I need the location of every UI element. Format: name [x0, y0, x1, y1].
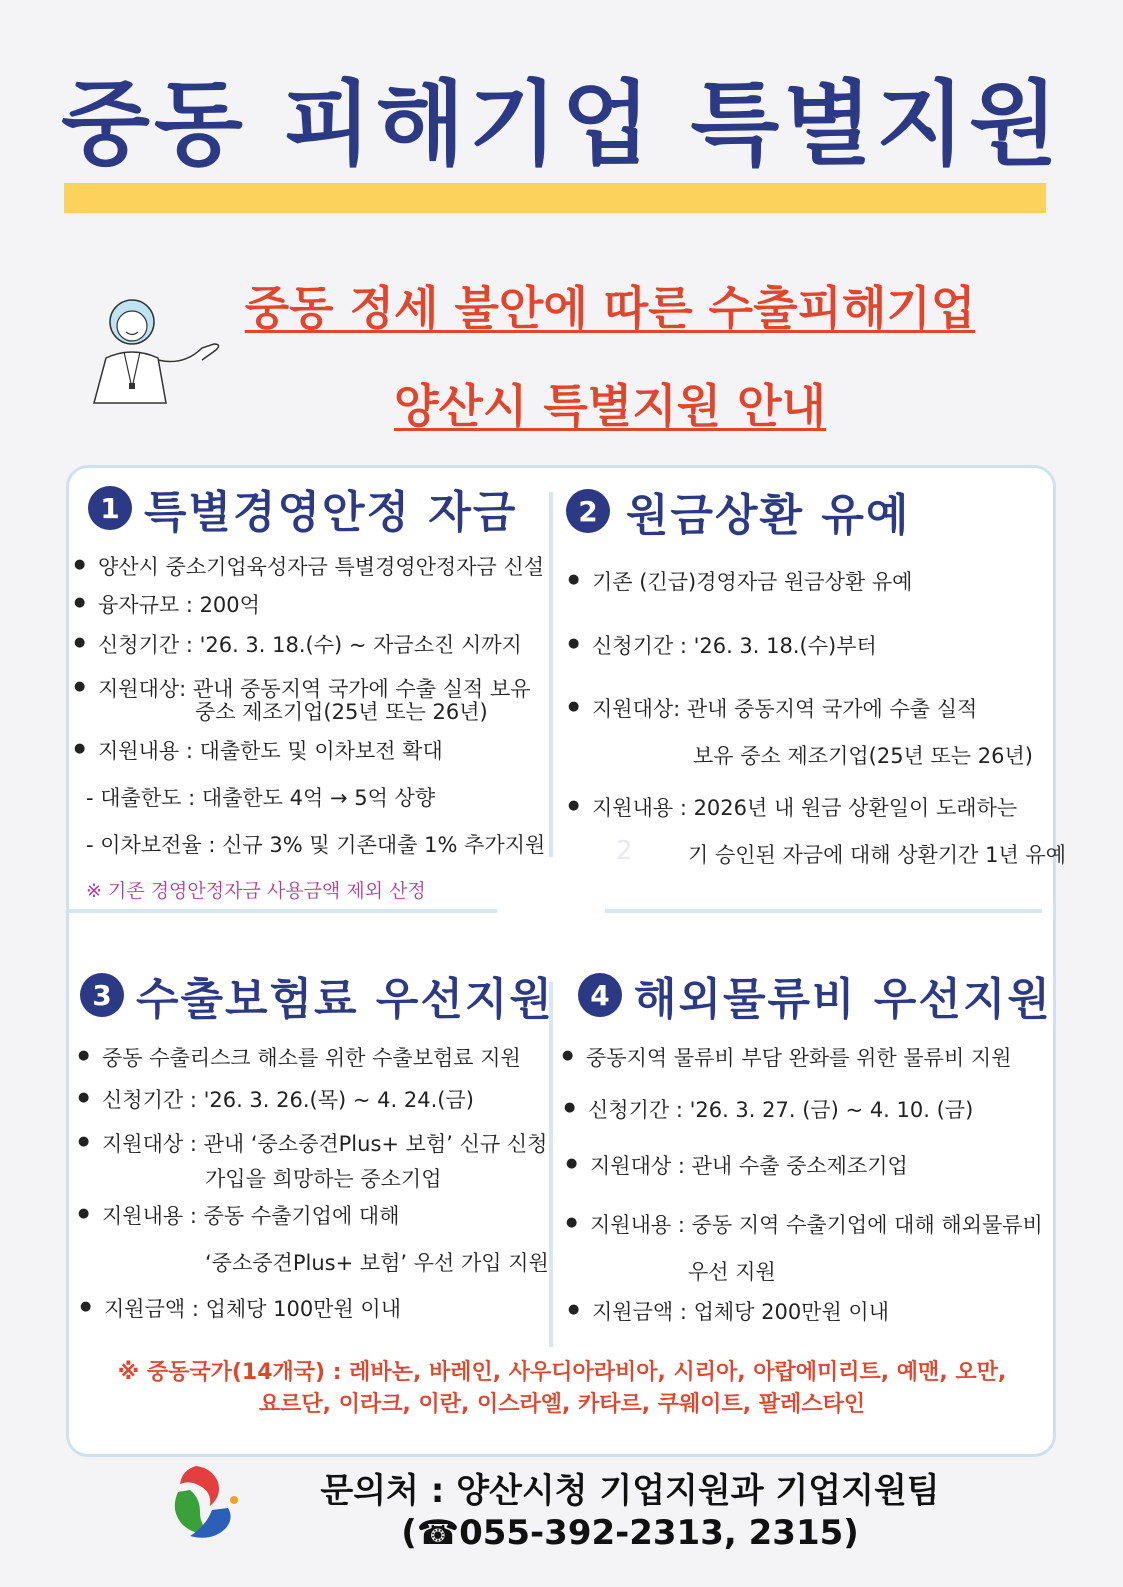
- section-1-line-7: - 대출한도 : 대출한도 4억 → 5억 상향: [86, 786, 436, 810]
- divider-horizontal-right: [605, 909, 1042, 913]
- subtitle-line-2: 양산시 특별지원 안내: [394, 379, 826, 433]
- section-3-line-3: ● 지원대상 : 관내 ‘중소중견Plus+ 보험’ 신규 신청: [102, 1128, 547, 1158]
- divider-horizontal-left: [69, 909, 497, 913]
- section-3-line-2: ● 신청기간 : '26. 3. 26.(목) ~ 4. 24.(금): [102, 1084, 474, 1114]
- section-2-line-4: 보유 중소 제조기업(25년 또는 26년): [693, 744, 1033, 768]
- middle-east-countries-line-2: 요르단, 이라크, 이란, 이스라엘, 카타르, 쿠웨이트, 팔레스타인: [258, 1392, 866, 1417]
- section-2-line-3: ● 지원대상: 관내 중동지역 국가에 수출 실적: [592, 693, 977, 723]
- section-2-line-1: ● 기존 (긴급)경영자금 원금상환 유예: [592, 566, 912, 596]
- section-1-line-4: ● 지원대상: 관내 중동지역 국가에 수출 실적 보유: [98, 673, 531, 703]
- section-3-line-1: ● 중동 수출리스크 해소를 위한 수출보험료 지원: [102, 1042, 521, 1072]
- contact-info-line-2: (☎055-392-2313, 2315): [401, 1513, 859, 1553]
- section-2-line-2: ● 신청기간 : '26. 3. 18.(수)부터: [592, 630, 877, 660]
- section-1-header: [88, 476, 517, 540]
- section-2-header: [566, 479, 910, 543]
- section-3-title: 수출보험료 우선지원: [136, 974, 554, 1025]
- contact-info-line-1: 문의처 : 양산시청 기업지원과 기업지원팀: [320, 1471, 940, 1511]
- section-1-note: ※ 기존 경영안정자금 사용금액 제외 산정: [86, 880, 426, 902]
- section-4-line-5: 우선 지원: [688, 1260, 776, 1284]
- section-3-line-5: ● 지원내용 : 중동 수출기업에 대해: [102, 1200, 400, 1230]
- yangsan-city-logo-icon: [160, 1462, 242, 1542]
- middle-east-countries-line-1: ※ 중동국가(14개국) : 레바논, 바레인, 사우디아라비아, 시리아, 아랍에미리트, 예맨, 오만,: [117, 1360, 1007, 1385]
- section-2-line-5: ● 지원내용 : 2026년 내 원금 상환일이 도래하는: [592, 792, 1017, 822]
- subtitle-line-1: 중동 정세 불안에 따른 수출피해기업: [244, 281, 976, 335]
- section-2-title: 원금상환 유예: [626, 490, 911, 541]
- section-1-line-1: ● 양산시 중소기업육성자금 특별경영안정자금 신설: [98, 551, 544, 581]
- page-title: 중동 피해기업 특별지원: [61, 71, 1062, 178]
- section-2-number: 2: [566, 489, 610, 533]
- section-2-line-6: 기 승인된 자금에 대해 상환기간 1년 유예: [688, 843, 1066, 867]
- section-1-line-8: - 이차보전율 : 신규 3% 및 기존대출 1% 추가지원: [86, 833, 546, 857]
- section-1-line-6: ● 지원내용 : 대출한도 및 이차보전 확대: [98, 735, 443, 765]
- section-3-line-4: 가입을 희망하는 중소기업: [205, 1167, 442, 1191]
- title-underline-bar: [64, 183, 1046, 213]
- section-1-line-5: 중소 제조기업(25년 또는 26년): [195, 700, 488, 724]
- section-2-faint-mark: 2: [616, 836, 633, 866]
- section-3-line-7: ● 지원금액 : 업체당 100만원 이내: [104, 1293, 401, 1323]
- section-1-title: 특별경영안정 자금: [144, 487, 518, 538]
- section-4-number: 4: [578, 973, 622, 1017]
- section-4-line-4: ● 지원내용 : 중동 지역 수출기업에 대해 해외물류비: [590, 1209, 1043, 1239]
- section-4-header: [578, 963, 1052, 1027]
- section-3-header: [80, 963, 554, 1027]
- section-1-line-3: ● 신청기간 : '26. 3. 18.(수) ~ 자금소진 시까지: [98, 629, 522, 659]
- section-4-line-3: ● 지원대상 : 관내 수출 중소제조기업: [590, 1150, 908, 1180]
- divider-vertical-bottom: [549, 982, 553, 1347]
- section-1-number: 1: [88, 486, 132, 530]
- section-4-line-1: ● 중동지역 물류비 부담 완화를 위한 물류비 지원: [586, 1042, 1011, 1072]
- section-4-line-2: ● 신청기간 : '26. 3. 27. (금) ~ 4. 10. (금): [588, 1094, 973, 1124]
- section-3-line-6: ‘중소중견Plus+ 보험’ 우선 가입 지원: [205, 1251, 549, 1275]
- section-4-line-6: ● 지원금액 : 업체당 200만원 이내: [592, 1296, 889, 1326]
- divider-vertical-top: [549, 492, 553, 857]
- section-1-line-2: ● 융자규모 : 200억: [98, 589, 260, 619]
- section-4-title: 해외물류비 우선지원: [634, 974, 1052, 1025]
- section-3-number: 3: [80, 973, 124, 1017]
